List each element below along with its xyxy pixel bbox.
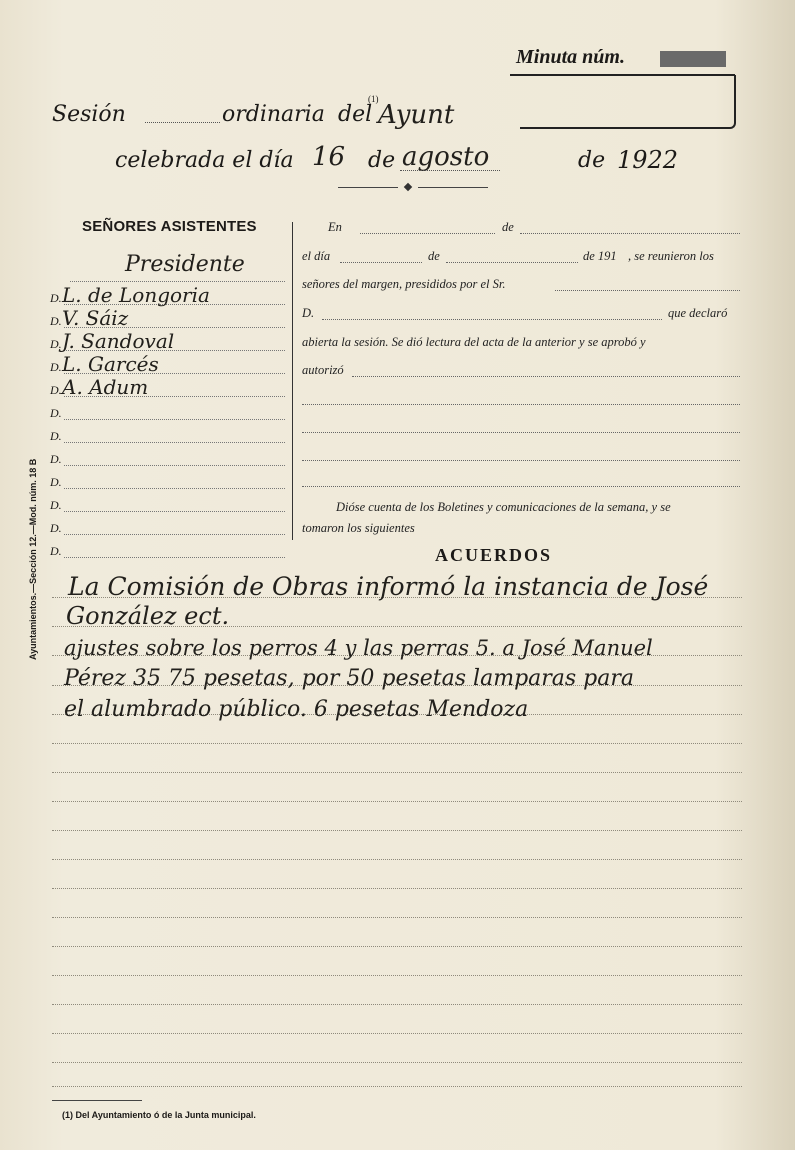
form-line: [446, 262, 578, 263]
ruled-line: [52, 800, 742, 802]
form-line: [360, 233, 495, 234]
entity-handwritten: Ayunt: [378, 100, 455, 130]
president-label: Presidente: [125, 252, 245, 277]
attendee-prefix: D.: [50, 498, 62, 512]
sesion-blank: [145, 122, 220, 123]
form-line: [302, 404, 740, 405]
attendee-row: [50, 306, 285, 331]
attendee-line: [64, 557, 285, 558]
sesion-type: ordinaria: [222, 102, 325, 127]
form-que-declaro: que declaró: [668, 306, 728, 320]
attendee-name: J. Sandoval: [62, 329, 175, 353]
handwritten-line: Pérez 35 75 pesetas, por 50 pesetas lamparas para: [64, 666, 635, 691]
attendee-line: [64, 488, 285, 489]
attendee-prefix: D.: [50, 360, 62, 374]
form-de1: de: [502, 220, 514, 234]
de-label: de: [368, 148, 396, 173]
ruled-line: [52, 1085, 742, 1087]
attendee-line: [64, 465, 285, 466]
attendee-row: [50, 493, 285, 515]
del-label: del: [338, 102, 373, 127]
attendee-name: V. Sáiz: [62, 306, 129, 330]
side-model-label: Ayuntamientos.—Sección 12.—Mod. núm. 18 B: [28, 458, 38, 660]
attendee-line: [64, 442, 285, 443]
attendee-name: L. Garcés: [62, 352, 159, 376]
form-en: En: [328, 220, 342, 234]
attendee-row: [50, 329, 285, 354]
form-d: D.: [302, 306, 315, 320]
president-line: [70, 281, 285, 282]
ruled-line: [52, 916, 742, 918]
form-abierta: abierta la sesión. Se dió lectura del acta de la anterior y se aprobó y: [302, 335, 646, 349]
form-senores-margen: señores del margen, presididos por el Sr.: [302, 277, 506, 291]
month-line: [400, 170, 500, 171]
attendee-name: L. de Longoria: [62, 283, 210, 307]
month-handwritten: agosto: [402, 142, 490, 172]
attendee-line: [64, 419, 285, 420]
attendee-row: [50, 470, 285, 492]
attendee-prefix: D.: [50, 452, 62, 466]
header-bracket: [520, 75, 736, 129]
acuerdos-heading: ACUERDOS: [435, 545, 553, 565]
attendees-title: SEÑORES ASISTENTES: [82, 218, 257, 235]
form-diose-2: tomaron los siguientes: [302, 521, 415, 535]
form-line: [302, 432, 740, 433]
footnote: (1) Del Ayuntamiento ó de la Junta municipal.: [62, 1110, 256, 1120]
ruled-line: [52, 858, 742, 860]
attendee-prefix: D.: [50, 406, 62, 420]
minuta-label: Minuta núm.: [516, 46, 625, 68]
attendee-name: A. Adum: [62, 375, 149, 399]
attendee-row: [50, 375, 285, 400]
footnote-marker: (1): [368, 94, 379, 104]
form-line: [322, 319, 662, 320]
ruled-line: [52, 1003, 742, 1005]
ruled-line: [52, 1032, 742, 1034]
form-line: [340, 262, 422, 263]
handwritten-line: La Comisión de Obras informó la instancia de José: [68, 572, 709, 601]
minuta-number-redacted: [660, 51, 726, 67]
form-line: [302, 486, 740, 487]
attendee-line: [64, 534, 285, 535]
ruled-line: [52, 1061, 742, 1063]
form-de2: de: [428, 249, 440, 263]
attendee-prefix: D.: [50, 429, 62, 443]
form-de-191: de 191: [583, 249, 617, 263]
celebrada-label: celebrada el día: [115, 148, 294, 173]
handwritten-line: González ect.: [66, 602, 230, 630]
form-se-reunieron: , se reunieron los: [628, 249, 714, 263]
ornament-divider: [338, 182, 488, 194]
attendee-row: [50, 424, 285, 446]
attendee-prefix: D.: [50, 544, 62, 558]
form-line: [520, 233, 740, 234]
ruled-line: [52, 771, 742, 773]
handwritten-line: el alumbrado público. 6 pesetas Mendoza: [64, 697, 529, 722]
attendee-row: [50, 283, 285, 308]
attendee-row: [50, 539, 285, 561]
sesion-label: Sesión: [52, 102, 126, 127]
attendee-prefix: D.: [50, 337, 62, 351]
day-handwritten: 16: [312, 142, 346, 172]
attendee-row: [50, 516, 285, 538]
ruled-line: [52, 742, 742, 744]
year-label: de: [578, 148, 606, 173]
form-diose-1: Dióse cuenta de los Boletines y comunicaciones de la semana, y se: [336, 500, 671, 514]
attendee-row: [50, 447, 285, 469]
form-el-dia: el día: [302, 249, 331, 263]
form-line: [555, 290, 740, 291]
year-value: 1922: [617, 146, 679, 174]
attendee-prefix: D.: [50, 475, 62, 489]
attendee-prefix: D.: [50, 383, 62, 397]
handwritten-line: ajustes sobre los perros 4 y las perras 5. a José Manuel: [64, 636, 653, 660]
form-line: [302, 460, 740, 461]
attendee-prefix: D.: [50, 314, 62, 328]
ruled-line: [52, 887, 742, 889]
attendee-row: [50, 352, 285, 377]
ruled-line: [52, 829, 742, 831]
attendee-line: [64, 511, 285, 512]
form-autorizo: autorizó: [302, 363, 344, 377]
attendee-row: [50, 401, 285, 423]
attendee-prefix: D.: [50, 291, 62, 305]
footnote-rule: [52, 1100, 142, 1101]
form-line: [352, 376, 740, 377]
column-divider: [292, 222, 293, 540]
ruled-line: [52, 974, 742, 976]
attendee-prefix: D.: [50, 521, 62, 535]
ruled-line: [52, 945, 742, 947]
